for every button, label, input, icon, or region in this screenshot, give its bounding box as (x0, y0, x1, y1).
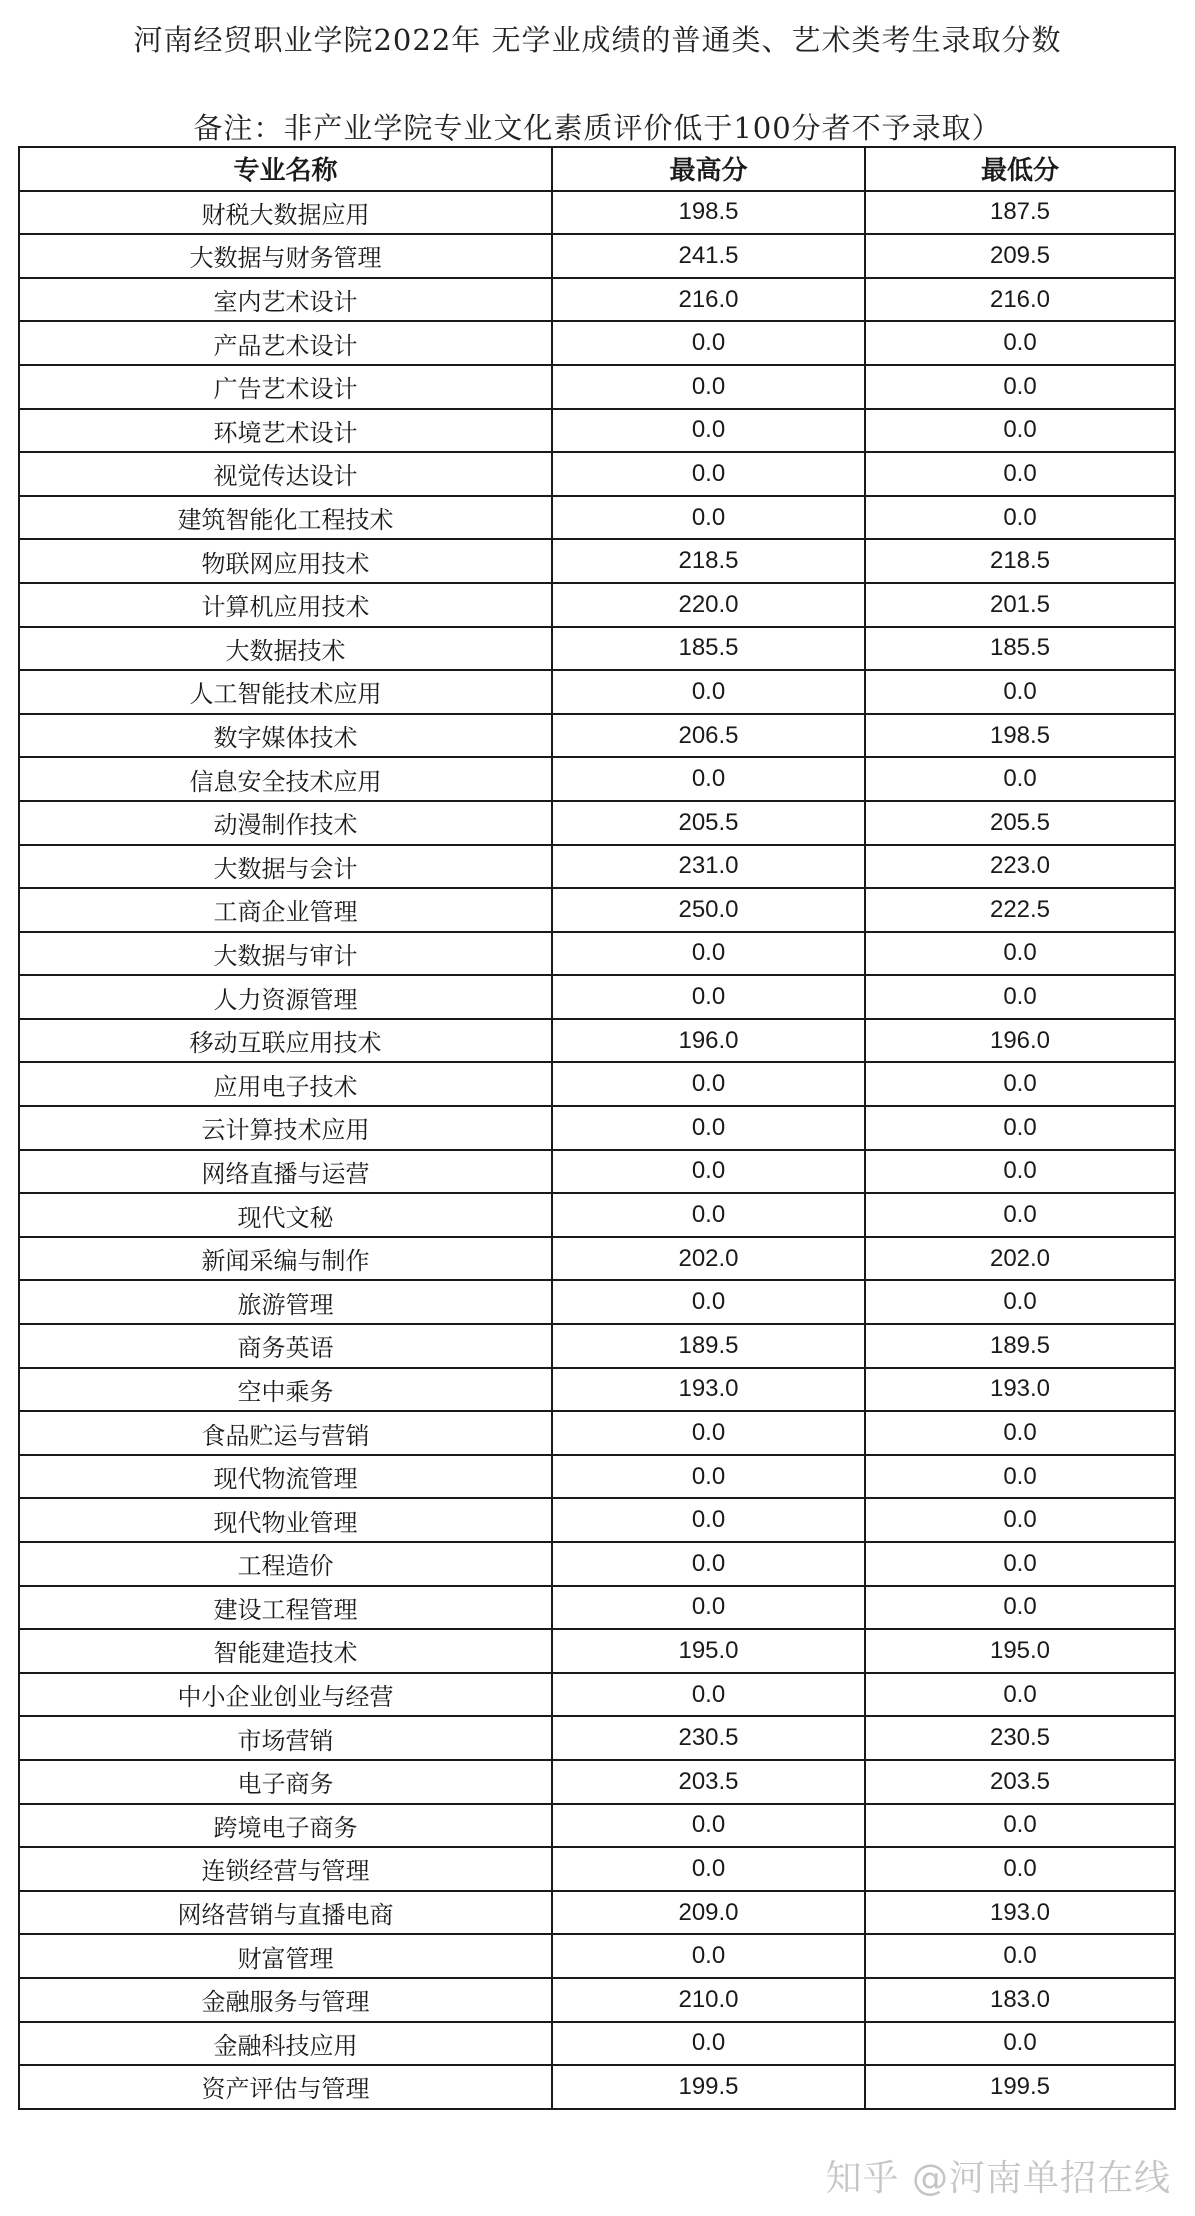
min-score-cell: 0.0 (865, 932, 1175, 976)
min-score-cell: 187.5 (865, 191, 1175, 235)
min-score-cell: 0.0 (865, 1934, 1175, 1978)
max-score-cell: 185.5 (552, 627, 865, 671)
max-score-cell: 0.0 (552, 975, 865, 1019)
major-cell: 空中乘务 (19, 1368, 552, 1412)
min-score-cell: 185.5 (865, 627, 1175, 671)
max-score-cell: 0.0 (552, 670, 865, 714)
table-row (19, 1586, 1175, 1630)
table-row (19, 191, 1175, 235)
min-score-cell: 0.0 (865, 1542, 1175, 1586)
table-row (19, 1237, 1175, 1281)
major-cell: 网络营销与直播电商 (19, 1891, 552, 1935)
table-row (19, 1542, 1175, 1586)
min-score-cell: 195.0 (865, 1629, 1175, 1673)
table-row (19, 1498, 1175, 1542)
table-row (19, 321, 1175, 365)
table-row (19, 1019, 1175, 1063)
major-cell: 财富管理 (19, 1934, 552, 1978)
table-row (19, 1847, 1175, 1891)
table-row (19, 932, 1175, 976)
min-score-cell: 0.0 (865, 321, 1175, 365)
column-header-max-score: 最高分 (552, 147, 865, 191)
max-score-cell: 218.5 (552, 539, 865, 583)
table-body (19, 191, 1175, 2109)
table-row (19, 2065, 1175, 2109)
table-row (19, 2022, 1175, 2066)
max-score-cell: 206.5 (552, 714, 865, 758)
major-cell: 计算机应用技术 (19, 583, 552, 627)
max-score-cell: 0.0 (552, 1804, 865, 1848)
min-score-cell: 0.0 (865, 409, 1175, 453)
max-score-cell: 205.5 (552, 801, 865, 845)
table-row (19, 1673, 1175, 1717)
column-header-min-score: 最低分 (865, 147, 1175, 191)
max-score-cell: 0.0 (552, 409, 865, 453)
max-score-cell: 199.5 (552, 2065, 865, 2109)
major-cell: 工程造价 (19, 1542, 552, 1586)
major-cell: 财税大数据应用 (19, 191, 552, 235)
min-score-cell: 222.5 (865, 888, 1175, 932)
max-score-cell: 0.0 (552, 496, 865, 540)
admission-scores-table (18, 146, 1176, 2110)
major-cell: 食品贮运与营销 (19, 1411, 552, 1455)
major-cell: 工商企业管理 (19, 888, 552, 932)
min-score-cell: 0.0 (865, 1673, 1175, 1717)
min-score-cell: 0.0 (865, 1193, 1175, 1237)
table-header-row (19, 147, 1175, 191)
major-cell: 新闻采编与制作 (19, 1237, 552, 1281)
min-score-cell: 0.0 (865, 1106, 1175, 1150)
min-score-cell: 0.0 (865, 496, 1175, 540)
max-score-cell: 0.0 (552, 1673, 865, 1717)
table-row (19, 234, 1175, 278)
major-cell: 大数据与审计 (19, 932, 552, 976)
min-score-cell: 0.0 (865, 1498, 1175, 1542)
min-score-cell: 205.5 (865, 801, 1175, 845)
max-score-cell: 0.0 (552, 757, 865, 801)
table-row (19, 583, 1175, 627)
max-score-cell: 196.0 (552, 1019, 865, 1063)
table-row (19, 888, 1175, 932)
major-cell: 产品艺术设计 (19, 321, 552, 365)
table-row (19, 801, 1175, 845)
max-score-cell: 216.0 (552, 278, 865, 322)
table-row (19, 1629, 1175, 1673)
min-score-cell: 199.5 (865, 2065, 1175, 2109)
major-cell: 现代文秘 (19, 1193, 552, 1237)
table-row (19, 1934, 1175, 1978)
min-score-cell: 0.0 (865, 1411, 1175, 1455)
min-score-cell: 0.0 (865, 757, 1175, 801)
max-score-cell: 0.0 (552, 1150, 865, 1194)
table-row (19, 1106, 1175, 1150)
min-score-cell: 189.5 (865, 1324, 1175, 1368)
major-cell: 网络直播与运营 (19, 1150, 552, 1194)
min-score-cell: 0.0 (865, 1280, 1175, 1324)
max-score-cell: 0.0 (552, 1106, 865, 1150)
major-cell: 视觉传达设计 (19, 452, 552, 496)
max-score-cell: 203.5 (552, 1760, 865, 1804)
major-cell: 商务英语 (19, 1324, 552, 1368)
table-row (19, 1760, 1175, 1804)
min-score-cell: 0.0 (865, 975, 1175, 1019)
max-score-cell: 0.0 (552, 1542, 865, 1586)
max-score-cell: 0.0 (552, 452, 865, 496)
min-score-cell: 196.0 (865, 1019, 1175, 1063)
table-row (19, 975, 1175, 1019)
min-score-cell: 193.0 (865, 1368, 1175, 1412)
table-row (19, 1368, 1175, 1412)
table-row (19, 845, 1175, 889)
min-score-cell: 209.5 (865, 234, 1175, 278)
major-cell: 旅游管理 (19, 1280, 552, 1324)
max-score-cell: 193.0 (552, 1368, 865, 1412)
table-row (19, 1150, 1175, 1194)
max-score-cell: 189.5 (552, 1324, 865, 1368)
min-score-cell: 198.5 (865, 714, 1175, 758)
min-score-cell: 201.5 (865, 583, 1175, 627)
max-score-cell: 0.0 (552, 1498, 865, 1542)
major-cell: 大数据技术 (19, 627, 552, 671)
max-score-cell: 0.0 (552, 1586, 865, 1630)
table-row (19, 1062, 1175, 1106)
max-score-cell: 0.0 (552, 1455, 865, 1499)
table-row (19, 278, 1175, 322)
min-score-cell: 0.0 (865, 1150, 1175, 1194)
min-score-cell: 203.5 (865, 1760, 1175, 1804)
major-cell: 环境艺术设计 (19, 409, 552, 453)
max-score-cell: 220.0 (552, 583, 865, 627)
table-row (19, 1280, 1175, 1324)
min-score-cell: 0.0 (865, 1062, 1175, 1106)
min-score-cell: 0.0 (865, 365, 1175, 409)
major-cell: 室内艺术设计 (19, 278, 552, 322)
max-score-cell: 0.0 (552, 1847, 865, 1891)
max-score-cell: 0.0 (552, 1062, 865, 1106)
table-row (19, 1978, 1175, 2022)
major-cell: 现代物流管理 (19, 1455, 552, 1499)
major-cell: 云计算技术应用 (19, 1106, 552, 1150)
table-row (19, 1324, 1175, 1368)
major-cell: 资产评估与管理 (19, 2065, 552, 2109)
table-row (19, 1411, 1175, 1455)
major-cell: 智能建造技术 (19, 1629, 552, 1673)
table-row (19, 496, 1175, 540)
max-score-cell: 0.0 (552, 321, 865, 365)
min-score-cell: 230.5 (865, 1716, 1175, 1760)
max-score-cell: 250.0 (552, 888, 865, 932)
table-row (19, 1193, 1175, 1237)
max-score-cell: 209.0 (552, 1891, 865, 1935)
table-row (19, 627, 1175, 671)
major-cell: 大数据与财务管理 (19, 234, 552, 278)
watermark: 知乎 @河南单招在线 (825, 2158, 1171, 2199)
min-score-cell: 0.0 (865, 670, 1175, 714)
max-score-cell: 0.0 (552, 365, 865, 409)
min-score-cell: 0.0 (865, 452, 1175, 496)
max-score-cell: 241.5 (552, 234, 865, 278)
major-cell: 广告艺术设计 (19, 365, 552, 409)
major-cell: 动漫制作技术 (19, 801, 552, 845)
max-score-cell: 0.0 (552, 932, 865, 976)
max-score-cell: 0.0 (552, 1193, 865, 1237)
major-cell: 金融服务与管理 (19, 1978, 552, 2022)
min-score-cell: 218.5 (865, 539, 1175, 583)
table-row (19, 1455, 1175, 1499)
table-row (19, 1891, 1175, 1935)
major-cell: 信息安全技术应用 (19, 757, 552, 801)
table-row (19, 452, 1175, 496)
major-cell: 建筑智能化工程技术 (19, 496, 552, 540)
major-cell: 中小企业创业与经营 (19, 1673, 552, 1717)
major-cell: 电子商务 (19, 1760, 552, 1804)
max-score-cell: 0.0 (552, 1934, 865, 1978)
major-cell: 跨境电子商务 (19, 1804, 552, 1848)
major-cell: 移动互联应用技术 (19, 1019, 552, 1063)
major-cell: 连锁经营与管理 (19, 1847, 552, 1891)
min-score-cell: 223.0 (865, 845, 1175, 889)
max-score-cell: 195.0 (552, 1629, 865, 1673)
table-row (19, 1804, 1175, 1848)
min-score-cell: 0.0 (865, 1586, 1175, 1630)
major-cell: 金融科技应用 (19, 2022, 552, 2066)
table-row (19, 757, 1175, 801)
major-cell: 市场营销 (19, 1716, 552, 1760)
major-cell: 人力资源管理 (19, 975, 552, 1019)
table-row (19, 714, 1175, 758)
major-cell: 建设工程管理 (19, 1586, 552, 1630)
min-score-cell: 0.0 (865, 2022, 1175, 2066)
major-cell: 现代物业管理 (19, 1498, 552, 1542)
max-score-cell: 202.0 (552, 1237, 865, 1281)
page-note: 备注：非产业学院专业文化素质评价低于100分者不予录取） (193, 111, 1002, 145)
min-score-cell: 193.0 (865, 1891, 1175, 1935)
table-row (19, 409, 1175, 453)
min-score-cell: 183.0 (865, 1978, 1175, 2022)
table-row (19, 539, 1175, 583)
major-cell: 物联网应用技术 (19, 539, 552, 583)
min-score-cell: 216.0 (865, 278, 1175, 322)
max-score-cell: 0.0 (552, 1280, 865, 1324)
page-title: 河南经贸职业学院2022年 无学业成绩的普通类、艺术类考生录取分数 (133, 23, 1062, 57)
table-row (19, 1716, 1175, 1760)
max-score-cell: 210.0 (552, 1978, 865, 2022)
major-cell: 数字媒体技术 (19, 714, 552, 758)
major-cell: 人工智能技术应用 (19, 670, 552, 714)
min-score-cell: 0.0 (865, 1847, 1175, 1891)
max-score-cell: 0.0 (552, 2022, 865, 2066)
min-score-cell: 202.0 (865, 1237, 1175, 1281)
major-cell: 大数据与会计 (19, 845, 552, 889)
max-score-cell: 231.0 (552, 845, 865, 889)
major-cell: 应用电子技术 (19, 1062, 552, 1106)
table-row (19, 670, 1175, 714)
max-score-cell: 0.0 (552, 1411, 865, 1455)
max-score-cell: 230.5 (552, 1716, 865, 1760)
max-score-cell: 198.5 (552, 191, 865, 235)
table-row (19, 365, 1175, 409)
min-score-cell: 0.0 (865, 1455, 1175, 1499)
min-score-cell: 0.0 (865, 1804, 1175, 1848)
column-header-major: 专业名称 (19, 147, 552, 191)
